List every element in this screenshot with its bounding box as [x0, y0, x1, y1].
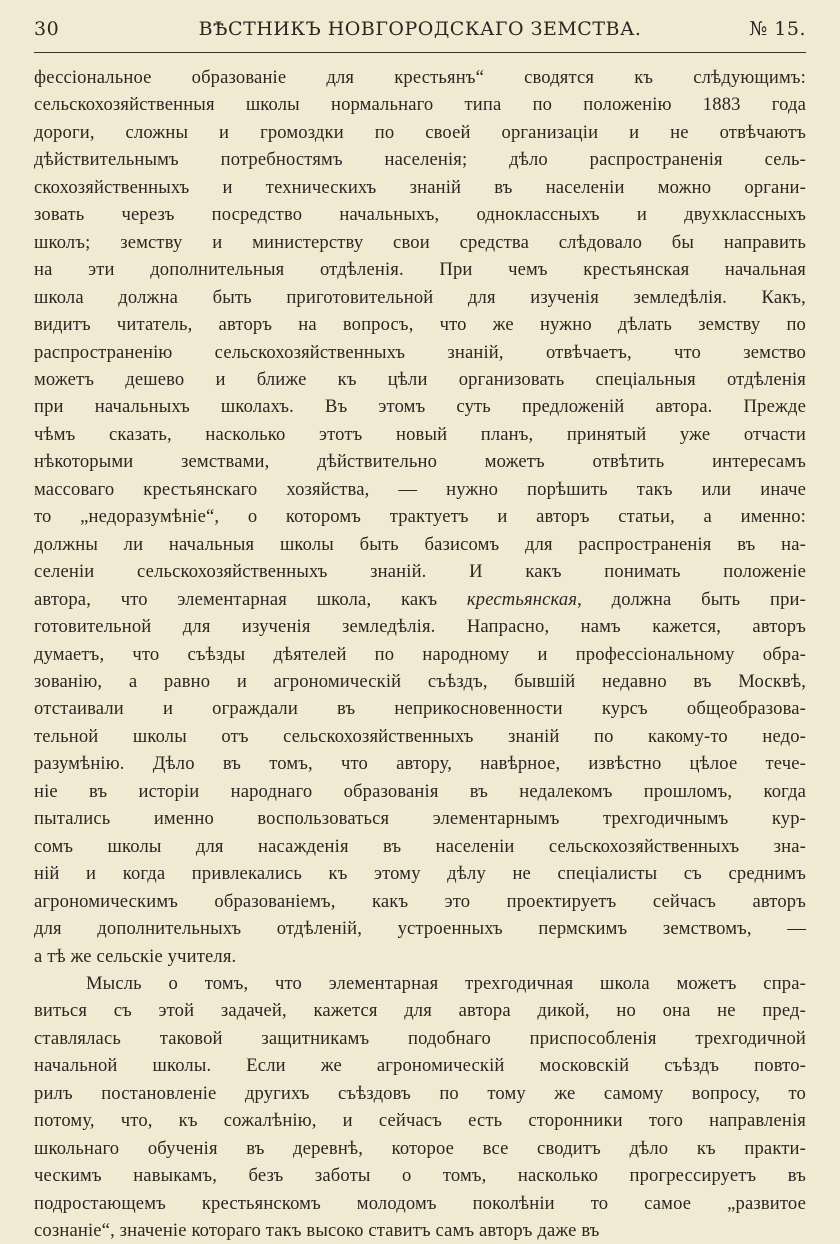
text-line: агрономическимъ образованіемъ, какъ это проектируетъ сейчасъ авторъ — [34, 890, 806, 912]
text-line: школъ; земству и министерству свои средства слѣдовало бы направить — [34, 231, 806, 253]
text-line: готовительной для изученія земледѣлія. Напрасно, намъ кажется, авторъ — [34, 616, 806, 638]
text-line: думаетъ, что съѣзды дѣятелей по народному и профессіональному обра- — [34, 643, 806, 665]
text-line: дороги, сложны и громоздки по своей организаціи и не отвѣчаютъ — [34, 121, 806, 143]
text-line: ніе въ исторіи народнаго образованія въ недалекомъ прошломъ, когда — [34, 780, 806, 802]
text-line: должны ли начальныя школы быть базисомъ для распространенія въ на- — [34, 533, 806, 555]
text-line: ній и когда привлекались къ этому дѣлу не спеціалисты съ среднимъ — [34, 863, 806, 885]
text-line: виться съ этой задачей, кажется для автора дикой, но она не пред- — [34, 1000, 806, 1022]
text-line: разумѣнію. Дѣло въ томъ, что автору, навѣрное, извѣстно цѣлое тече- — [34, 753, 806, 775]
text-line: школьнаго обученія въ деревнѣ, которое все сводитъ дѣло къ практи- — [34, 1137, 806, 1159]
text-line: Мысль о томъ, что элементарная трехгодичная школа можетъ спра- — [86, 972, 806, 994]
issue-number: № 15. — [749, 18, 806, 40]
text-line: то „недоразумѣніе“, о которомъ трактуетъ и авторъ статьи, а именно: — [34, 506, 806, 528]
italic-emphasis: крестьянская — [466, 588, 578, 610]
text-line: на эти дополнительныя отдѣленія. При чемъ крестьянская начальная — [34, 259, 806, 281]
text-line: видитъ читатель, авторъ на вопросъ, что же нужно дѣлать земству по — [34, 314, 806, 336]
text-line: сельскохозяйственныя школы нормальнаго типа по положенію 1883 года — [34, 94, 806, 116]
page-number: 30 — [34, 18, 60, 40]
text-line: дѣйствительнымъ потребностямъ населенія; дѣло распространенія сель- — [34, 149, 806, 171]
text-line: скохозяйственныхъ и техническихъ знаній въ населеніи можно органи- — [34, 176, 806, 198]
text-line: фессіональное образованіе для крестьянъ“ сводятся къ слѣдующимъ: — [34, 67, 806, 88]
text-line: массоваго крестьянскаго хозяйства, — нужно порѣшить такъ или иначе — [34, 478, 806, 500]
text-line: подростающемъ крестьянскомъ молодомъ поколѣніи то самое „развитое — [34, 1192, 806, 1214]
text-line: а тѣ же сельскіе учителя. — [34, 945, 237, 967]
page-header — [34, 18, 806, 52]
text-line: сомъ школы для насажденія въ населеніи сельскохозяйственныхъ зна- — [34, 835, 806, 857]
text-line: сознаніе“, значеніе котораго такъ высоко ставитъ самъ авторъ даже въ — [34, 1220, 600, 1242]
text-line: чѣмъ сказать, насколько этотъ новый планъ, принятый уже отчасти — [34, 423, 806, 445]
text-line: автора, что элементарная школа, какъ крестьянская, должна быть при- — [34, 588, 806, 610]
text-line: для дополнительныхъ отдѣленій, устроенныхъ пермскимъ земствомъ, — — [34, 918, 806, 940]
header-rule — [34, 52, 806, 53]
text-line: зовать черезъ посредство начальныхъ, одноклассныхъ и двухклассныхъ — [34, 204, 806, 226]
text-line: тельной школы отъ сельскохозяйственныхъ знаній по какому-то недо- — [34, 725, 806, 747]
text-line: рилъ постановленіе другихъ съѣздовъ по тому же самому вопросу, то — [34, 1082, 806, 1104]
text-line: селеніи сельскохозяйственныхъ знаній. И какъ понимать положеніе — [34, 561, 806, 583]
text-line: зованію, а равно и агрономическій съѣздъ, бывшій недавно въ Москвѣ, — [34, 670, 806, 692]
article-body — [34, 64, 806, 1244]
text-line: нѣкоторыми земствами, дѣйствительно можетъ отвѣтить интересамъ — [34, 451, 806, 473]
text-line: начальной школы. Если же агрономическій московскій съѣздъ повто- — [34, 1055, 806, 1077]
text-line: пытались именно воспользоваться элементарнымъ трехгодичнымъ кур- — [34, 808, 806, 830]
text-line: можетъ дешево и ближе къ цѣли организовать спеціальныя отдѣленія — [34, 368, 806, 390]
text-line: при начальныхъ школахъ. Въ этомъ суть предложеній автора. Прежде — [34, 396, 806, 418]
text-line: школа должна быть приготовительной для изученія земледѣлія. Какъ, — [34, 286, 806, 308]
text-line: отстаивали и ограждали въ неприкосновенности курсъ общеобразова- — [34, 698, 806, 720]
journal-title: ВѢСТНИКЪ НОВГОРОДСКАГО ЗЕМСТВА. — [198, 18, 642, 40]
text-line: ческимъ навыкамъ, безъ заботы о томъ, насколько прогрессируетъ въ — [34, 1165, 806, 1187]
text-line: ставлялась таковой защитникамъ подобнаго приспособленія трехгодичной — [34, 1027, 806, 1049]
text-line: потому, что, къ сожалѣнію, и сейчасъ есть сторонники того направленія — [34, 1110, 806, 1132]
text-line: распространенію сельскохозяйственныхъ знаній, отвѣчаетъ, что земство — [34, 341, 806, 363]
